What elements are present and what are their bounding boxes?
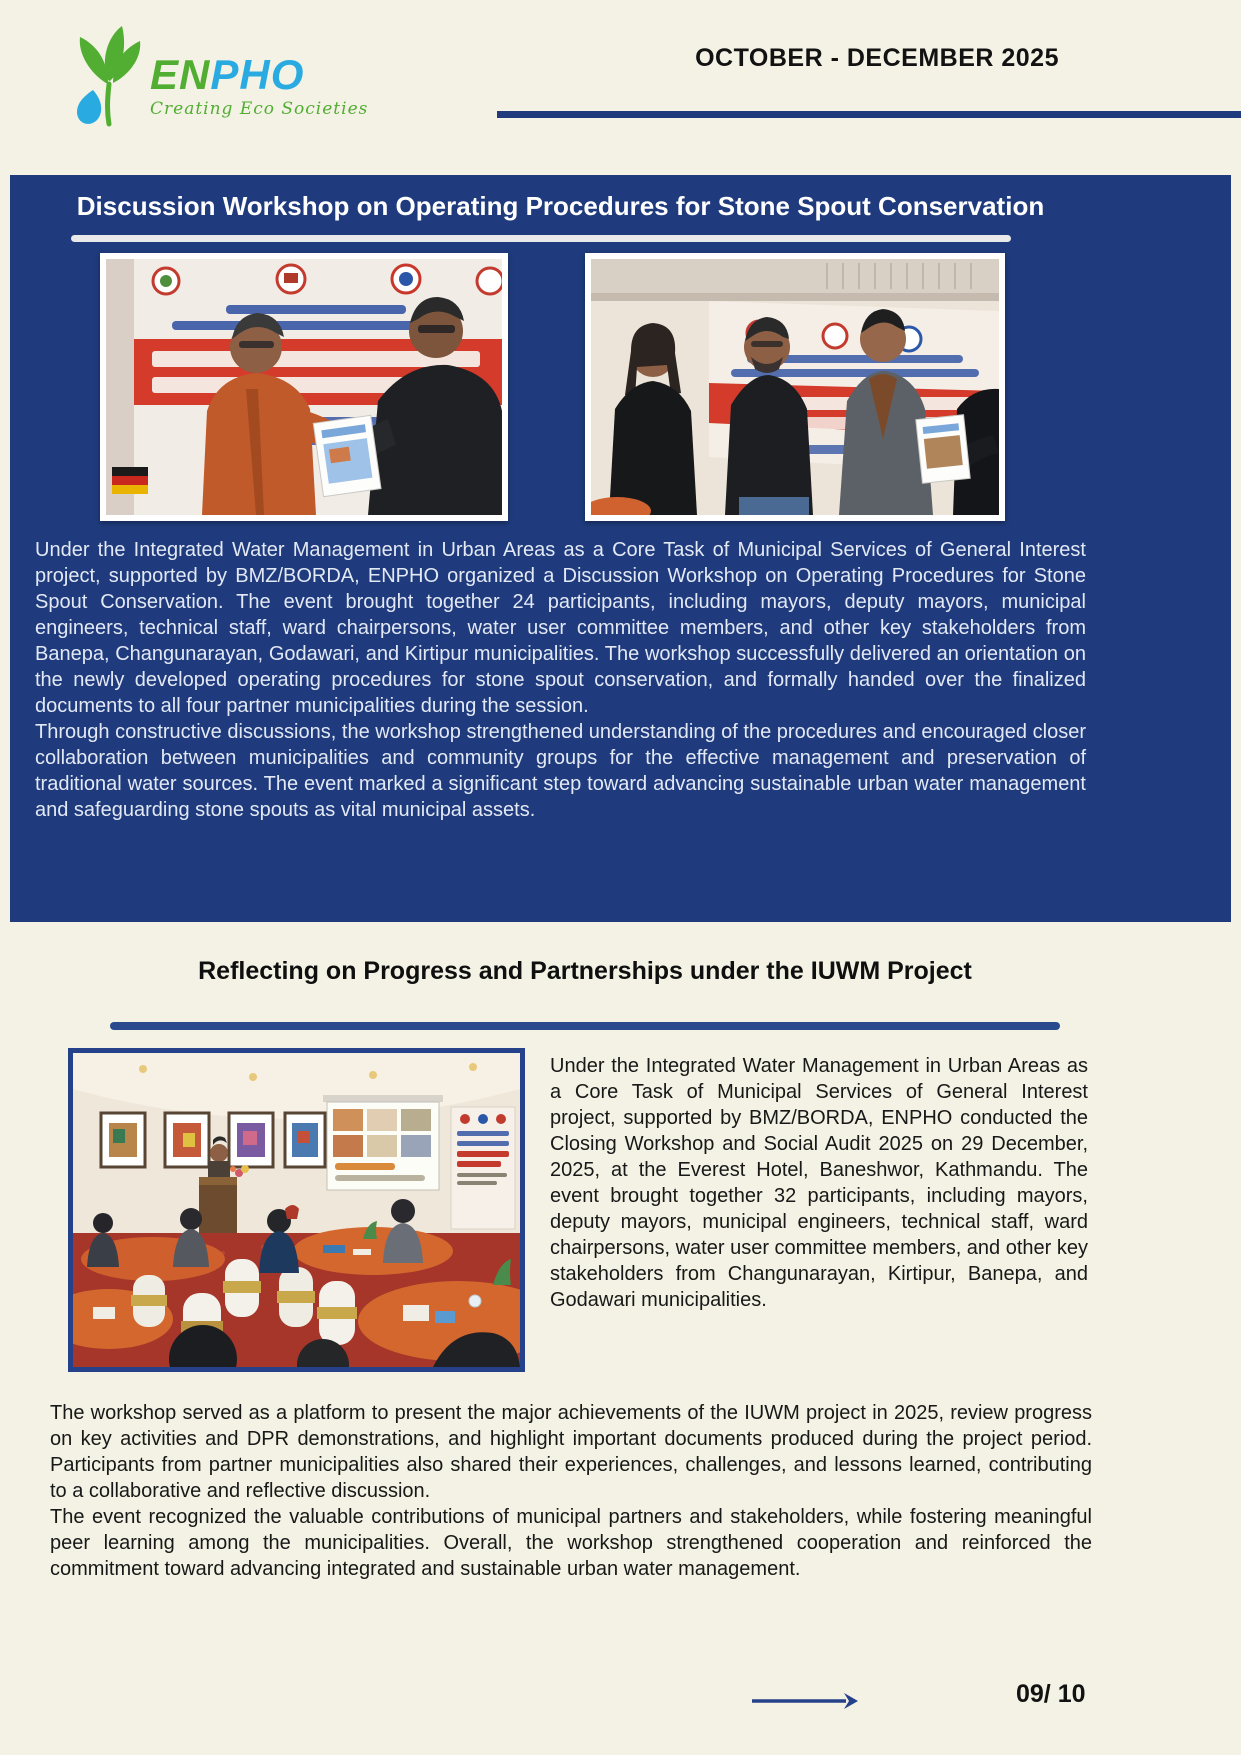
section1-body: [35, 537, 1086, 823]
page-number: 09/ 10: [1016, 1680, 1086, 1708]
section1-paragraph-1: Under the Integrated Water Management in Urban Areas as a Core Task of Municipal Services of General Interest project, supported by BMZ/BORDA, ENPHO organized a Discussion Workshop on Operating Procedures for Stone Spout Conservation. The event brought together 24 participants, including mayors, deputy mayors, municipal engineers, technical staff, ward chairpersons, water user committee members, and other key stakeholders from Banepa, Changunarayan, Godawari, and Kirtipur municipalities. The workshop successfully delivered an orientation on the newly developed operating procedures for stone spout conservation, and formally handed over the finalized documents to all four partner municipalities during the session.: [35, 539, 1086, 717]
workshop-photo-2-image: [591, 259, 999, 515]
workshop-photos-row: [100, 253, 1086, 521]
photo1-document: [313, 415, 381, 496]
enpho-logo: [70, 24, 368, 128]
header-divider: [497, 111, 1241, 118]
enpho-leaf-icon: [70, 24, 148, 128]
section2-paragraph-2: The event recognized the valuable contributions of municipal partners and stakeholders, while fostering meaningful peer learning among the municipalities. Overall, the workshop strengthened cooperation and reinforced the commitment toward advancing integrated and sustainable urban water management.: [50, 1506, 1092, 1580]
workshop-photo-1-image: [106, 259, 502, 515]
section2-paragraph-1: The workshop served as a platform to present the major achievements of the IUWM project in 2025, review progress on key activities and DPR demonstrations, and highlight important documents produced during the project period. Participants from partner municipalities also shared their experiences, challenges, and lessons learned, contributing to a collaborative and reflective discussion.: [50, 1402, 1092, 1502]
enpho-tagline: Creating Eco Societies: [150, 99, 369, 119]
next-page-arrow-icon: [750, 1690, 860, 1712]
issue-period: OCTOBER - DECEMBER 2025: [695, 44, 1059, 72]
section-stone-spout-workshop: [10, 175, 1231, 922]
workshop-photo-2: [585, 253, 1005, 521]
photo3-projection-screen: [323, 1095, 443, 1190]
section1-title-underline: [71, 235, 1011, 242]
photo3-banner: [451, 1107, 515, 1229]
section2-title: Reflecting on Progress and Partnerships under the IUWM Project: [198, 957, 972, 985]
photo2-document: [916, 415, 970, 484]
section1-paragraph-2: Through constructive discussions, the workshop strengthened understanding of the procedures and encouraged closer collaboration between municipalities and community groups for the effective management and preservation of traditional water sources. The event marked a significant step toward advancing sustainable urban water management and safeguarding stone spouts as vital municipal assets.: [35, 721, 1086, 821]
brand-en: EN: [150, 51, 211, 98]
workshop-photo-1: [100, 253, 508, 521]
section2-title-underline: [110, 1022, 1060, 1030]
section2-lead-paragraph: Under the Integrated Water Management in Urban Areas as a Core Task of Municipal Services of General Interest project, supported by BMZ/BORDA, ENPHO conducted the Closing Workshop and Social Audit 2025 on 29 December, 2025, at the Everest Hotel, Baneshwor, Kathmandu. The event brought together 32 participants, including mayors, deputy mayors, municipal engineers, technical staff, ward chairpersons, water user committee members, and other key stakeholders from Changunarayan, Kirtipur, Banepa, and Godawari municipalities.: [550, 1055, 1088, 1311]
enpho-brand-name: [150, 51, 368, 98]
enpho-wordmark: [150, 51, 369, 119]
section1-title: Discussion Workshop on Operating Procedures for Stone Spout Conservation: [76, 191, 1045, 221]
section2-body: [50, 1400, 1092, 1582]
brand-pho: PHO: [210, 51, 305, 98]
closing-workshop-photo: [68, 1048, 525, 1372]
closing-workshop-photo-image: [73, 1053, 520, 1367]
